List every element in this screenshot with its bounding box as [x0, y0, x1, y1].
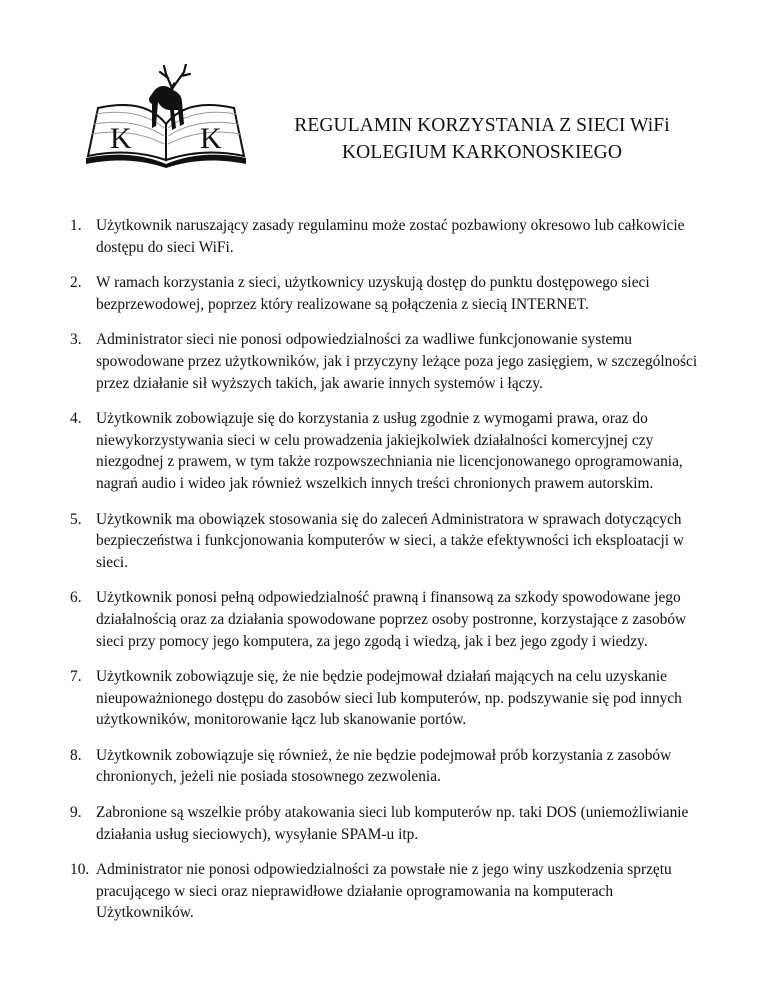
title-line-2: KOLEGIUM KARKONOSKIEGO	[341, 142, 623, 163]
rule-number: 6.	[70, 589, 82, 607]
logo-letter-right: K	[200, 122, 222, 155]
rule-number: 7.	[70, 668, 82, 686]
logo-letter-left: K	[110, 122, 132, 155]
title-line-1: REGULAMIN KORZYSTANIA Z SIECI WiFi	[294, 115, 670, 136]
document-header	[0, 0, 768, 190]
rule-number: 10.	[70, 861, 90, 879]
rule-text: Zabronione są wszelkie próby atakowania sieci lub komputerów np. taki DOS (uniemożliwianie działania usług sieciowych), wysyłanie SPAM-u itp.	[96, 804, 689, 843]
rule-number: 1.	[70, 217, 82, 234]
rule-text: Użytkownik ponosi pełną odpowiedzialność prawną i finansową za szkody spowodowane jego działalnością oraz za działania spowodowane poprzez osoby postronne, korzystające z zasobów sieci przy pomocy jego komputera, za jego zgodą i wiedzą, jak i bez jego zgody i wiedzy.	[96, 589, 687, 650]
rule-number: 8.	[70, 746, 82, 764]
rule-text: Administrator nie ponosi odpowiedzialności za powstałe nie z jego winy uszkodzenia sprzętu pracującego w sieci oraz nieprawidłowe działanie oprogramowania na komputerach Użytkowników.	[96, 861, 672, 922]
rule-text: Administrator sieci nie ponosi odpowiedzialności za wadliwe funkcjonowanie systemu spowodowane przez użytkowników, jak i przyczyny leżące poza jego zasięgiem, w szczególności przez działanie sił wyższych takich, jak awarie innych systemów i łączy.	[96, 331, 698, 392]
rule-item	[70, 509, 710, 574]
rule-text: Użytkownik zobowiązuje się do korzystania z usług zgodnie z wymogami prawa, oraz do niewykorzystywania sieci w celu prowadzenia jakiejkolwiek działalności komercyjnej czy niezgodnej z prawem, w tym także rozpowszechniania nie licencjonowanego oprogramowania, nagrań audio i wideo jak również wszelkich innych treści chronionych prawem autorskim.	[96, 410, 683, 492]
rule-item	[70, 859, 710, 924]
document-title	[262, 112, 702, 166]
rule-number: 3.	[70, 331, 82, 349]
rule-number: 4.	[70, 410, 82, 428]
kolegium-logo	[86, 64, 246, 168]
rule-item	[70, 272, 710, 315]
rule-text: Użytkownik zobowiązuje się również, że nie będzie podejmował prób korzystania z zasobów chronionych, jeżeli nie posiada stosownego zezwolenia.	[96, 746, 672, 786]
rule-number: 9.	[70, 804, 82, 822]
rule-text: W ramach korzystania z sieci, użytkownicy uzyskują dostęp do punktu dostępowego sieci bezprzewodowej, poprzez który realizowane są połączenia z siecią INTERNET.	[96, 274, 650, 313]
rule-number: 2.	[70, 274, 82, 292]
rule-number: 5.	[70, 510, 82, 528]
rule-item	[70, 329, 710, 394]
rule-text: Użytkownik ma obowiązek stosowania się do zaleceń Administratora w sprawach dotyczących bezpieczeństwa i funkcjonowania komputerów w sieci, a także efektywności ich eksploatacji w sieci.	[96, 510, 685, 571]
rule-item	[70, 587, 710, 652]
rule-item	[70, 745, 710, 788]
rule-item	[70, 666, 710, 731]
rules-list	[70, 215, 710, 924]
rule-item	[70, 802, 710, 845]
rule-item	[70, 408, 710, 494]
rule-text: Użytkownik zobowiązuje się, że nie będzie podejmował działań mających na celu uzyskanie nieupoważnionego dostępu do zasobów sieci lub komputerów, np. podszywanie się pod innych użytkowników, monitorowanie łącz lub skanowanie portów.	[96, 668, 682, 729]
rule-text: Użytkownik naruszający zasady regulaminu może zostać pozbawiony okresowo lub całkowicie dostępu do sieci WiFi.	[96, 217, 685, 256]
rule-item	[70, 215, 710, 258]
